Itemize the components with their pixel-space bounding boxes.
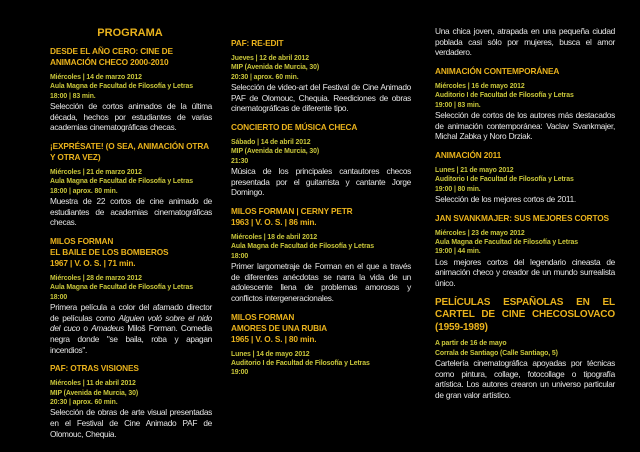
entry-detail: Aula Magna de Facultad de Filosofía y Letras <box>50 178 194 186</box>
entry-description <box>50 407 212 439</box>
description-text: Los mejores cortos del legendario cineasta de animación checo y creador de un mundo surrealista único. <box>435 256 615 288</box>
entry-detail: Miércoles | 14 de marzo 2012 <box>50 74 142 81</box>
program-entry <box>435 150 615 205</box>
entry-title: MILOS FORMAN | CERNY PETR <box>231 206 353 216</box>
program-column <box>435 26 615 408</box>
description-text: Selección de cortos animados de la última década, hechos por estudiantes de varias academias cinematográficas checas. <box>50 101 212 133</box>
entry-detail: 19:00 | 80 min. <box>435 185 481 193</box>
description-text: Selección de cortos de los autores más destacados de animación contemporánea: Vaclav Svankmajer, Michal Zabka y Noro Drziak. <box>435 110 615 142</box>
entry-title: MILOS FORMAN <box>231 311 295 322</box>
entry-detail: 18:00 <box>231 252 249 260</box>
entry-detail: Miércoles | 16 de mayo 2012 <box>435 82 525 90</box>
entry-description <box>435 26 615 58</box>
program-entry <box>50 46 212 133</box>
entry-title: 1967 | V. O. S. | 71 min. <box>50 258 136 268</box>
entry-detail: Miércoles | 28 de marzo 2012 <box>50 275 142 282</box>
entry-description <box>231 166 411 198</box>
entry-detail: Miércoles | 18 de abril 2012 <box>231 234 318 241</box>
entry-detail: 18:00 <box>50 293 68 301</box>
program-entry <box>435 213 615 289</box>
entry-detail: MIP (Avenida de Murcia, 30) <box>231 64 320 72</box>
entry-detail: Corrala de Santiago (Calle Santiago, 5) <box>435 349 558 357</box>
program-column <box>231 38 411 386</box>
entry-title: PAF: OTRAS VISIONES <box>50 363 139 374</box>
entry-detail: Miércoles | 11 de abril 2012 <box>50 380 136 388</box>
entry-title: AMORES DE UNA RUBIA <box>231 322 327 333</box>
entry-detail: Aula Magna de Facultad de Filosofía y Letras <box>231 243 375 251</box>
entry-title: EL BAILE DE LOS BOMBEROS <box>50 247 169 257</box>
entry-description <box>435 257 615 289</box>
entry-description <box>435 110 615 142</box>
entry-detail: Lunes | 14 de mayo 2012 <box>231 350 310 358</box>
entry-title: ANIMACIÓN 2011 <box>435 149 502 160</box>
entry-detail: Auditorio I de Facultad de Filosofía y Letras <box>435 92 574 100</box>
description-text: Cartelería cinematográfica apoyadas por técnicas como pintura, collage, fotocollage o tipografía artística. Los autores crearon un universo particular de gran valor artístico. <box>435 357 615 400</box>
film-title: Amadeus <box>91 323 125 334</box>
entry-detail: 20:30 | aprox. 60 min. <box>50 399 118 406</box>
entry-detail: Auditorio I de Facultad de Filosofía y Letras <box>231 360 370 367</box>
description-text: Muestra de 22 cortos de cine animado de estudiantes de academias cinematográficas checas. <box>50 196 212 228</box>
entry-detail: 18:00 | 83 min. <box>50 92 96 100</box>
entry-detail: 19:00 | 83 min. <box>435 101 481 109</box>
program-entry <box>231 38 411 114</box>
entry-title: ANIMACIÓN CONTEMPORÁNEA <box>435 65 560 76</box>
description-text: Selección de video-art del Festival de Cine Animado PAF de Olomouc, Chequia. Reediciones de obras cinematográficas de diferente tipo. <box>231 82 411 114</box>
entry-title: MILOS FORMAN <box>50 236 114 246</box>
entry-detail: MIP (Avenida de Murcia, 30) <box>231 148 320 156</box>
entry-description <box>435 194 615 205</box>
entry-detail: A partir de 16 de mayo <box>435 340 507 348</box>
entry-detail: Sábado | 14 de abril 2012 <box>231 139 311 146</box>
entry-detail: 19:00 | 44 min. <box>435 248 481 256</box>
entry-detail: Aula Magna de Facultad de Filosofía y Letras <box>50 83 194 91</box>
film-title: Alguien voló sobre el nido del cuco <box>50 312 212 334</box>
entry-detail: Aula Magna de Facultad de Filosofía y Letras <box>435 239 579 246</box>
entry-detail: 18:00 | aprox. 80 min. <box>50 187 118 195</box>
description-text: Primera película a color del afamado director de películas como <box>50 302 212 323</box>
description-text: Selección de los mejores cortos de 2011. <box>435 194 576 204</box>
program-entry <box>435 297 615 401</box>
description-text: Primer largometraje de Forman en el que a través de diferentes anécdotas se narra la vida de un adolescente llena de problemas amorosos y conflictos intergeneracionales. <box>231 261 411 303</box>
description-text: Selección de obras de arte visual presentadas en el Festival de Cine Animado PAF de Olomouc, Chequia. <box>50 407 212 439</box>
entry-description <box>50 196 212 228</box>
entry-detail: Lunes | 21 de mayo 2012 <box>435 166 514 174</box>
program-entry <box>50 141 212 228</box>
entry-title: ¡EXPRÉSATE! (O SEA, ANIMACIÓN OTRA Y OTRA VEZ) <box>50 141 209 162</box>
entry-title: JAN SVANKMAJER: SUS MEJORES CORTOS <box>435 212 609 223</box>
entry-detail: 20:30 | aprox. 60 min. <box>231 73 299 81</box>
entry-title: DESDE EL AÑO CERO: CINE DE ANIMACIÓN CHECO 2000-2010 <box>50 46 173 67</box>
program-entry <box>231 312 411 378</box>
entry-description <box>231 261 411 303</box>
entry-detail: Miércoles | 21 de marzo 2012 <box>50 169 142 176</box>
entry-description <box>50 302 212 355</box>
entry-description <box>50 101 212 133</box>
entry-title: PAF: RE-EDIT <box>231 38 284 48</box>
entry-description <box>231 82 411 114</box>
entry-detail: 21:30 <box>231 157 249 165</box>
entry-detail: Aula Magna de Facultad de Filosofía y Letras <box>50 284 194 292</box>
entry-detail: Miércoles | 23 de mayo 2012 <box>435 229 525 237</box>
program-entry <box>231 206 411 304</box>
entry-detail: 19:00 <box>231 369 249 377</box>
entry-detail: MIP (Avenida de Murcia, 30) <box>50 389 139 397</box>
program-entry <box>50 363 212 439</box>
program-entry <box>435 66 615 142</box>
page-title: PROGRAMA <box>97 27 163 39</box>
description-text: Miloš Forman. Comedia negra donde "se baila, roba y apagan incendios". <box>50 323 212 355</box>
entry-title: 1963 | V. O. S. | 86 min. <box>231 217 317 227</box>
description-text: o <box>79 323 92 334</box>
description-text: Música de los principales cantautores checos presentada por el guitarrista y cantante Jorge Domingo. <box>231 166 411 198</box>
entry-detail: Auditorio I de Facultad de Filosofía y Letras <box>435 176 574 184</box>
program-column <box>50 46 212 447</box>
description-text: Una chica joven, atrapada en una pequeña ciudad poblada casi sólo por mujeres, busca el amor verdadero. <box>435 26 615 58</box>
entry-title: PELÍCULAS ESPAÑOLAS EN EL CARTEL DE CINE CHECOSLOVACO (1959-1989) <box>435 296 615 333</box>
entry-description <box>435 358 615 400</box>
program-entry <box>50 236 212 355</box>
program-entry <box>435 26 615 58</box>
entry-detail: Jueves | 12 de abril 2012 <box>231 55 309 62</box>
program-entry <box>231 122 411 198</box>
entry-title: CONCIERTO DE MÚSICA CHECA <box>231 122 358 132</box>
entry-title: 1965 | V. O. S. | 80 min. <box>231 333 317 344</box>
